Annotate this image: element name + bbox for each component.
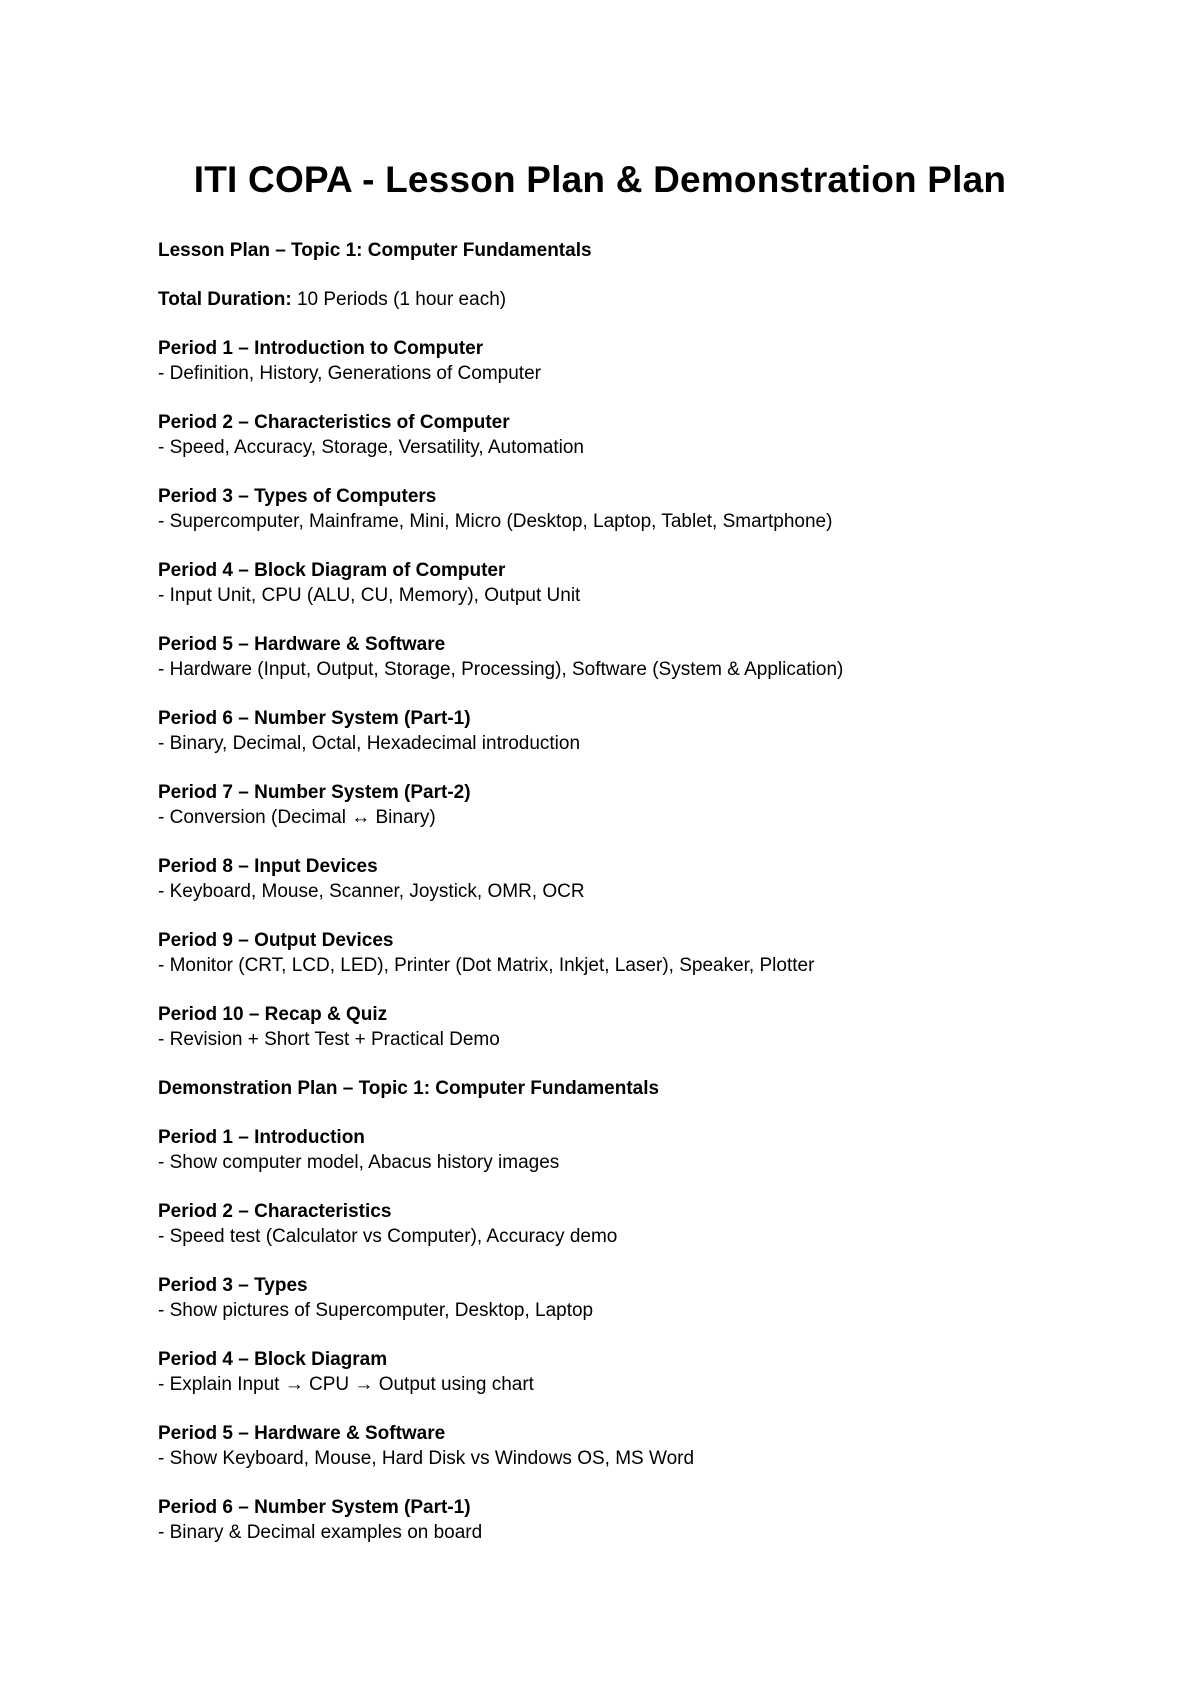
demo-period-detail: - Show Keyboard, Mouse, Hard Disk vs Windows OS, MS Word	[158, 1448, 695, 1469]
lesson-period-title: Period 7 – Number System (Part-2)	[158, 782, 471, 803]
lesson-period-detail: - Binary, Decimal, Octal, Hexadecimal introduction	[158, 733, 581, 754]
demo-period-title: Period 1 – Introduction	[158, 1127, 365, 1148]
lesson-period	[158, 1002, 1118, 1052]
lesson-period-title: Period 5 – Hardware & Software	[158, 634, 446, 655]
lesson-period-title: Period 2 – Characteristics of Computer	[158, 412, 510, 433]
lesson-period-title: Period 10 – Recap & Quiz	[158, 1004, 388, 1025]
lesson-period	[158, 632, 1118, 682]
demo-period-detail: - Explain Input → CPU → Output using chart	[158, 1374, 534, 1395]
lesson-period-title: Period 9 – Output Devices	[158, 930, 394, 951]
demo-period	[158, 1347, 1118, 1397]
total-duration-label: Total Duration:	[158, 289, 292, 310]
lesson-period-title: Period 1 – Introduction to Computer	[158, 338, 484, 359]
lesson-period-detail: - Monitor (CRT, LCD, LED), Printer (Dot Matrix, Inkjet, Laser), Speaker, Plotter	[158, 955, 815, 976]
lesson-period-title: Period 3 – Types of Computers	[158, 486, 437, 507]
demo-period-detail: - Speed test (Calculator vs Computer), Accuracy demo	[158, 1226, 618, 1247]
lesson-period	[158, 706, 1118, 756]
lesson-period-title: Period 8 – Input Devices	[158, 856, 378, 877]
lesson-period-detail: - Definition, History, Generations of Computer	[158, 363, 541, 384]
lesson-period-title: Period 4 – Block Diagram of Computer	[158, 560, 506, 581]
demonstration-plan-heading: Demonstration Plan – Topic 1: Computer Fundamentals	[158, 1078, 660, 1099]
document-title: ITI COPA - Lesson Plan & Demonstration Plan	[193, 159, 1007, 200]
demo-period-detail: - Binary & Decimal examples on board	[158, 1522, 483, 1543]
demo-period-title: Period 3 – Types	[158, 1275, 308, 1296]
lesson-period-detail: - Hardware (Input, Output, Storage, Processing), Software (System & Application)	[158, 659, 844, 680]
demo-period-title: Period 5 – Hardware & Software	[158, 1423, 446, 1444]
demo-period	[158, 1273, 1118, 1323]
demo-period-detail: - Show pictures of Supercomputer, Desktop, Laptop	[158, 1300, 594, 1321]
lesson-period	[158, 484, 1118, 534]
demo-period	[158, 1421, 1118, 1471]
lesson-period	[158, 558, 1118, 608]
lesson-period-detail: - Input Unit, CPU (ALU, CU, Memory), Output Unit	[158, 585, 581, 606]
demo-period-title: Period 2 – Characteristics	[158, 1201, 392, 1222]
demo-period-detail: - Show computer model, Abacus history images	[158, 1152, 560, 1173]
lesson-plan-periods	[158, 336, 1118, 1052]
lesson-period	[158, 928, 1118, 978]
demonstration-plan-periods	[158, 1125, 1118, 1545]
lesson-period-detail: - Conversion (Decimal ↔ Binary)	[158, 807, 436, 828]
total-duration-value: 10 Periods (1 hour each)	[291, 289, 507, 310]
lesson-period	[158, 336, 1118, 386]
lesson-period-detail: - Speed, Accuracy, Storage, Versatility, Automation	[158, 437, 584, 458]
total-duration	[158, 287, 1118, 312]
demo-period-title: Period 6 – Number System (Part-1)	[158, 1497, 471, 1518]
lesson-period-detail: - Supercomputer, Mainframe, Mini, Micro (Desktop, Laptop, Tablet, Smartphone)	[158, 511, 833, 532]
lesson-period	[158, 854, 1118, 904]
demo-period	[158, 1199, 1118, 1249]
lesson-period-detail: - Keyboard, Mouse, Scanner, Joystick, OMR, OCR	[158, 881, 585, 902]
demo-period	[158, 1495, 1118, 1545]
demo-period	[158, 1125, 1118, 1175]
lesson-period	[158, 780, 1118, 830]
lesson-period-detail: - Revision + Short Test + Practical Demo	[158, 1029, 500, 1050]
lesson-plan-heading: Lesson Plan – Topic 1: Computer Fundamentals	[158, 240, 592, 261]
lesson-period-title: Period 6 – Number System (Part-1)	[158, 708, 471, 729]
lesson-period	[158, 410, 1118, 460]
demo-period-title: Period 4 – Block Diagram	[158, 1349, 388, 1370]
document-body	[158, 238, 1118, 1569]
